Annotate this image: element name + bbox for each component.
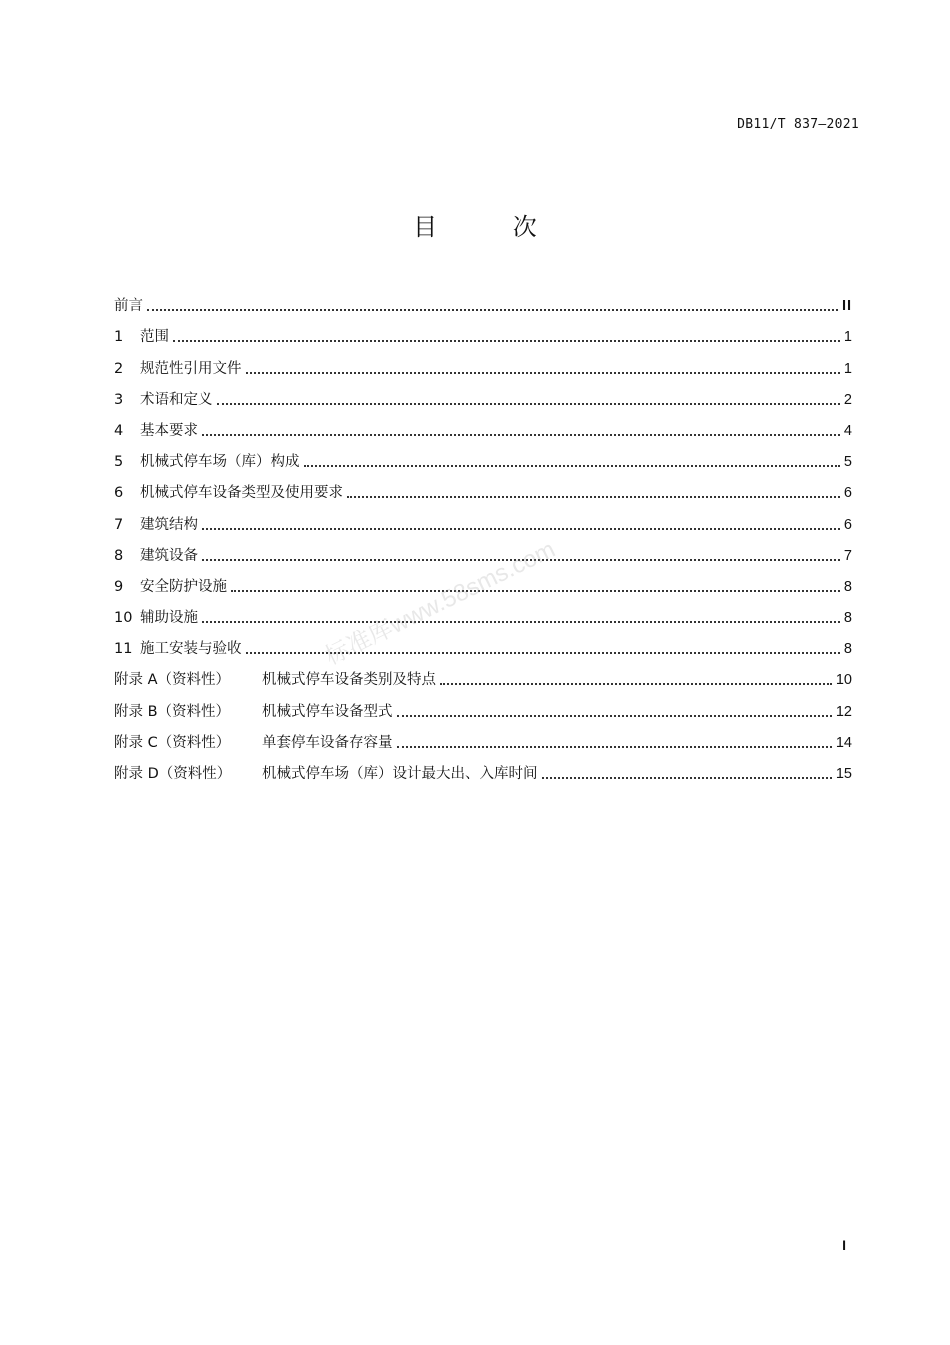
toc-appendix-prefix: 附录 B（资料性）: [114, 703, 231, 720]
toc-dot-leader: [246, 652, 840, 654]
toc-dot-leader: [173, 340, 840, 342]
toc-entry-number: 3: [114, 391, 124, 408]
toc-entry-page: 5: [843, 454, 852, 471]
toc-entry-number: 2: [114, 360, 124, 377]
toc-entry-number: 9: [114, 578, 124, 595]
toc-appendix-a[interactable]: [114, 660, 852, 691]
toc-dot-leader: [231, 590, 840, 592]
toc-entry-label: 机械式停车设备类型及使用要求: [140, 485, 343, 502]
page-title: 目 次: [413, 213, 571, 241]
toc-dot-leader: [202, 559, 840, 561]
toc-entry-9[interactable]: [114, 567, 852, 598]
toc-appendix-label: 单套停车设备存容量: [262, 734, 393, 751]
toc-entry-foreword[interactable]: [114, 286, 852, 317]
toc-entry-7[interactable]: [114, 504, 852, 535]
toc-entry-number: 8: [114, 547, 124, 564]
toc-appendix-page: 10: [835, 672, 852, 689]
toc-dot-leader: [347, 496, 840, 498]
toc-entry-page: 1: [843, 360, 852, 377]
toc-entry-label: 机械式停车场（库）构成: [140, 454, 300, 471]
toc-entry-label: 施工安装与验收: [140, 641, 242, 658]
toc-appendix-prefix: 附录 D（资料性）: [114, 766, 232, 782]
toc-appendix-c[interactable]: [114, 723, 852, 754]
toc-entry-number: 4: [114, 422, 124, 439]
toc-dot-leader: [217, 403, 840, 405]
toc-dot-leader: [202, 528, 840, 530]
toc-entry-page: 7: [843, 547, 852, 564]
toc-entry-6[interactable]: [114, 473, 852, 504]
toc-appendix-prefix: 附录 A（资料性）: [114, 672, 231, 689]
toc-appendix-page: 14: [835, 734, 852, 751]
toc-entry-label: 基本要求: [140, 422, 198, 439]
toc-entry-page: 1: [843, 329, 852, 346]
toc-appendix-label: 机械式停车场（库）设计最大出、入库时间: [262, 766, 538, 782]
toc-entry-number: 7: [114, 516, 124, 533]
toc-entry-11[interactable]: [114, 629, 852, 660]
toc-entry-label: 范围: [140, 329, 169, 346]
toc-appendix-b[interactable]: [114, 691, 852, 722]
toc-entry-page: 6: [843, 485, 852, 502]
toc-entry-1[interactable]: [114, 317, 852, 348]
toc-appendix-label: 机械式停车设备型式: [262, 703, 393, 720]
toc-entry-label: 建筑设备: [140, 547, 198, 564]
toc-entry-number: 5: [114, 454, 124, 471]
watermark: 标准库www.58sms.com: [321, 535, 560, 671]
toc-appendix-prefix: 附录 C（资料性）: [114, 734, 231, 751]
toc-entry-label: 建筑结构: [140, 516, 198, 533]
toc-entry-2[interactable]: [114, 348, 852, 379]
standard-code: DB11/T 837—2021: [737, 117, 859, 132]
toc-entry-page: 8: [843, 578, 852, 595]
toc-dot-leader: [304, 465, 840, 467]
toc-entry-4[interactable]: [114, 411, 852, 442]
toc-appendix-page: 12: [835, 703, 852, 720]
toc-entry-page: 6: [843, 516, 852, 533]
toc-entry-number: 1: [114, 329, 124, 346]
toc-entry-page: 4: [843, 422, 852, 439]
toc-dot-leader: [202, 621, 840, 623]
toc-entry-page: 8: [843, 641, 852, 658]
toc-entry-page: 2: [843, 391, 852, 408]
toc-entry-8[interactable]: [114, 536, 852, 567]
toc-entry-number: 11: [114, 641, 133, 658]
toc-entry-3[interactable]: [114, 380, 852, 411]
toc-entry-label: 术语和定义: [140, 391, 213, 408]
page-number: I: [842, 1237, 846, 1253]
toc-dot-leader: [397, 746, 832, 748]
toc-appendix-page: 15: [835, 766, 852, 782]
toc-entry-label: 前言: [114, 298, 143, 315]
toc-dot-leader: [202, 434, 840, 436]
toc-entry-page: 8: [843, 610, 852, 627]
toc-entry-number: 6: [114, 485, 124, 502]
toc-appendix-d[interactable]: [114, 754, 852, 785]
toc-entry-label: 辅助设施: [140, 610, 198, 627]
toc-appendix-label: 机械式停车设备类别及特点: [262, 672, 436, 689]
toc-dot-leader: [397, 715, 832, 717]
toc-entry-label: 安全防护设施: [140, 578, 227, 595]
toc-dot-leader: [440, 683, 832, 685]
toc-entry-number: 10: [114, 610, 133, 627]
toc-entry-10[interactable]: [114, 598, 852, 629]
toc-entry-page: II: [841, 298, 852, 315]
toc-dot-leader: [147, 309, 838, 311]
toc-dot-leader: [542, 777, 832, 779]
toc-dot-leader: [246, 372, 840, 374]
toc-entry-label: 规范性引用文件: [140, 360, 242, 377]
table-of-contents: [114, 286, 852, 785]
toc-entry-5[interactable]: [114, 442, 852, 473]
